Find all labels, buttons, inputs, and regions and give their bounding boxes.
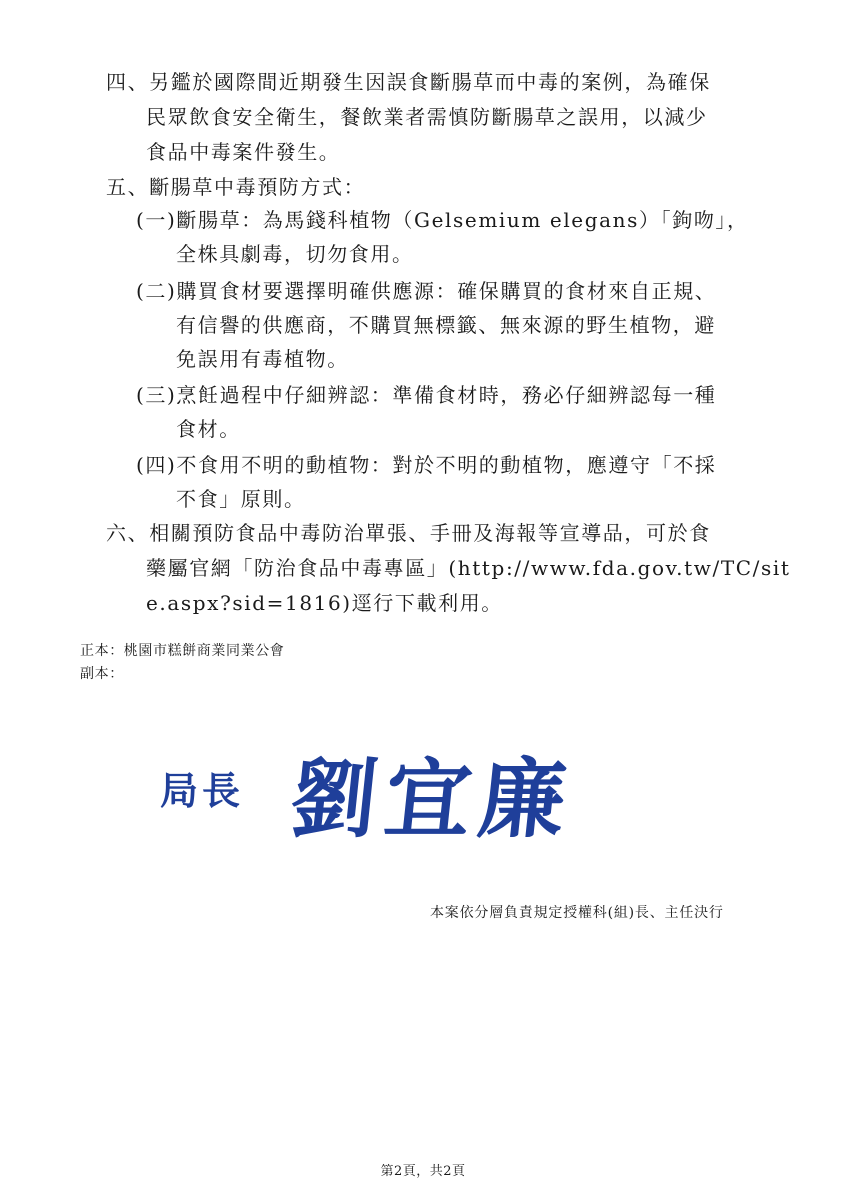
item-four-line-2: 民眾飲食安全衛生，餐飲業者需慎防斷腸草之誤用，以減少 — [146, 105, 708, 129]
item-five-sub-2-line-3: 免誤用有毒植物。 — [176, 347, 349, 371]
recipient-main: 正本：桃園市糕餅商業同業公會 — [80, 643, 285, 659]
item-five-sub-1-line-1: (一)斷腸草：為馬錢科植物（Gelsemium elegans）「鉤吻」， — [136, 208, 749, 232]
item-six-line-3: e.aspx?sid=1816)逕行下載利用。 — [146, 591, 503, 615]
item-five-sub-2-line-2: 有信譽的供應商，不購買無標籤、無來源的野生植物，避 — [176, 313, 716, 337]
item-four-line-3: 食品中毒案件發生。 — [146, 140, 341, 164]
item-five-sub-2-line-1: (二)購買食材要選擇明確供應源：確保購買的食材來自正規、 — [136, 279, 717, 303]
item-five-sub-4-line-2: 不食」原則。 — [176, 487, 306, 511]
item-five-sub-1-line-2: 全株具劇毒，切勿食用。 — [176, 242, 414, 266]
page-number: 第2頁，共2頁 — [380, 1164, 466, 1179]
item-six-line-2: 藥屬官網「防治食品中毒專區」(http://www.fda.gov.tw/TC/sit — [146, 556, 791, 580]
item-five-sub-3-line-2: 食材。 — [176, 417, 241, 441]
signature-title: 局長 — [160, 768, 245, 813]
signature-name: 劉宜廉 — [285, 749, 579, 850]
item-five-sub-3-line-1: (三)烹飪過程中仔細辨認：準備食材時，務必仔細辨認每一種 — [136, 383, 717, 407]
item-five-heading: 五、斷腸草中毒預防方式： — [106, 175, 366, 199]
authorization-note: 本案依分層負責規定授權科(組)長、主任決行 — [430, 905, 724, 921]
item-five-sub-4-line-1: (四)不食用不明的動植物：對於不明的動植物，應遵守「不採 — [136, 453, 717, 477]
item-six-line-1: 六、相關預防食品中毒防治單張、手冊及海報等宣導品，可於食 — [106, 521, 711, 545]
recipient-copy: 副本： — [80, 666, 124, 682]
item-four-line-1: 四、另鑑於國際間近期發生因誤食斷腸草而中毒的案例，為確保 — [106, 70, 711, 94]
